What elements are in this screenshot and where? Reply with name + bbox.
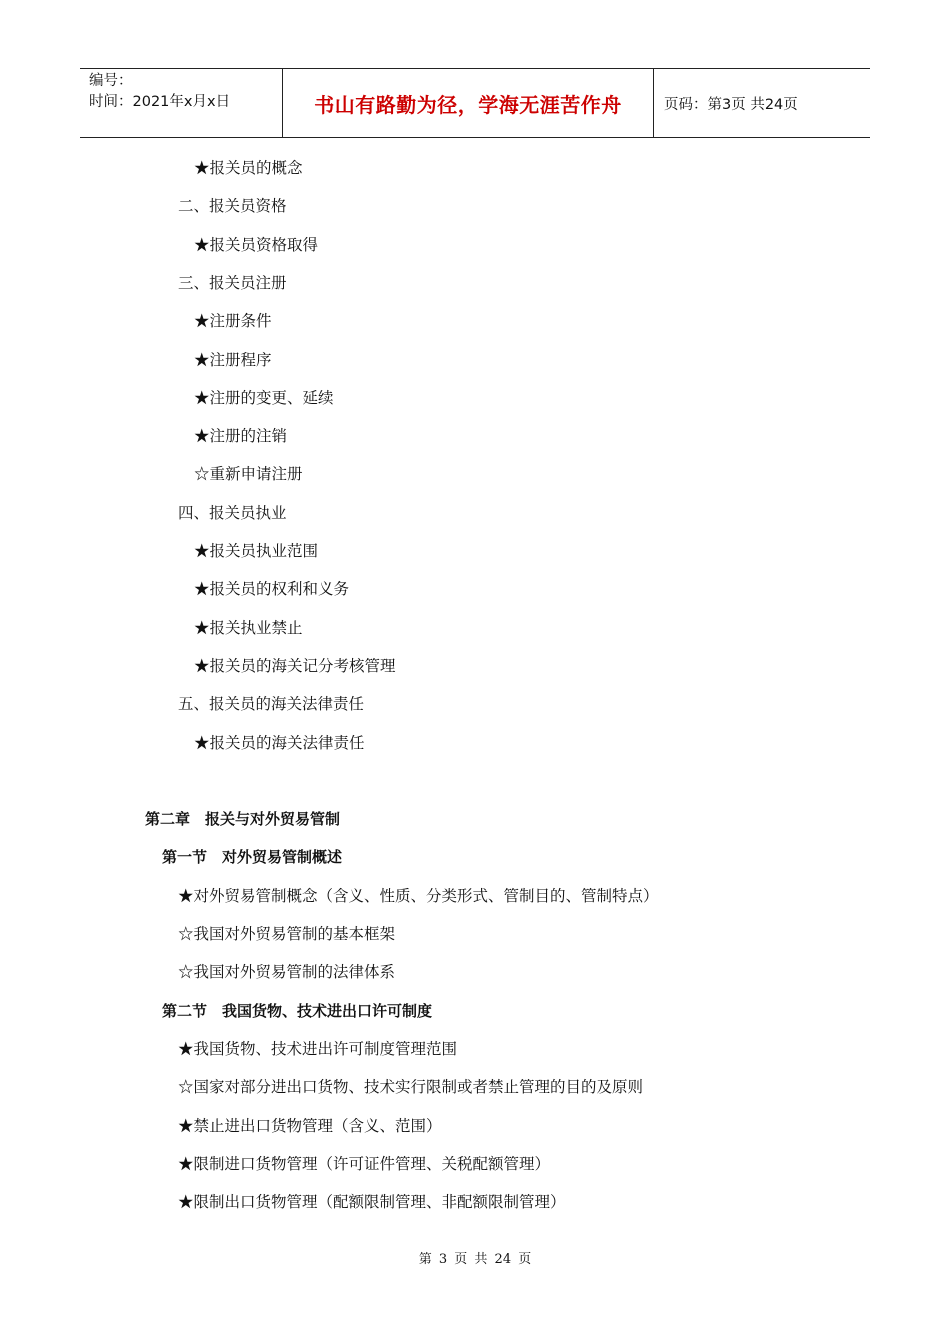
section-heading: 第二节 我国货物、技术进出口许可制度 [162, 1001, 433, 1020]
outline-item: 四、报关员执业 [178, 503, 287, 522]
outline-item: 五、报关员的海关法律责任 [178, 695, 365, 714]
document-date: 时间：2021年x月x日 [89, 94, 231, 110]
outline-item: 二、报关员资格 [178, 197, 287, 216]
outline-item: ☆我国对外贸易管制的法律体系 [178, 963, 396, 982]
page-footer: 第 3 页 共 24 页 [418, 1252, 532, 1267]
outline-item: ★我国货物、技术进出许可制度管理范围 [178, 1039, 458, 1058]
outline-item: ★对外贸易管制概念（含义、性质、分类形式、管制目的、管制特点） [178, 886, 659, 905]
outline-item: ★限制出口货物管理（配额限制管理、非配额限制管理） [178, 1193, 566, 1212]
outline-item: ★报关员的海关记分考核管理 [194, 656, 396, 675]
section-heading: 第二章 报关与对外贸易管制 [145, 810, 341, 829]
outline-item: ★注册程序 [194, 350, 272, 369]
header-meta [80, 69, 282, 137]
outline-item: ★注册的注销 [194, 427, 288, 446]
outline-item: ★禁止进出口货物管理（含义、范围） [178, 1116, 442, 1135]
section-heading: 第一节 对外贸易管制概述 [162, 848, 343, 867]
outline-item: ★注册的变更、延续 [194, 388, 334, 407]
outline-item: ☆我国对外贸易管制的基本框架 [178, 925, 396, 943]
outline-item: ★报关员执业范围 [194, 542, 319, 560]
outline-item: ★报关员资格取得 [194, 235, 319, 254]
outline-item: ★报关员的概念 [194, 159, 303, 177]
outline-item: ★报关员的权利和义务 [194, 580, 350, 599]
header-motto: 书山有路勤为径，学海无涯苦作舟 [314, 92, 622, 117]
outline-item: ★报关执业禁止 [194, 618, 303, 637]
outline-item: ★限制进口货物管理（许可证件管理、关税配额管理） [178, 1154, 551, 1173]
document-number-label: 编号： [89, 73, 133, 89]
outline-item: ★注册条件 [194, 312, 272, 331]
outline-item: 三、报关员注册 [178, 273, 287, 292]
outline-item: ★报关员的海关法律责任 [194, 733, 365, 752]
page-header [80, 68, 870, 138]
header-motto-cell [282, 69, 654, 137]
header-page-info: 页码：第3页 共24页 [664, 96, 798, 113]
outline-item: ☆国家对部分进出口货物、技术实行限制或者禁止管理的目的及原则 [178, 1078, 644, 1097]
outline-item: ☆重新申请注册 [194, 465, 303, 484]
